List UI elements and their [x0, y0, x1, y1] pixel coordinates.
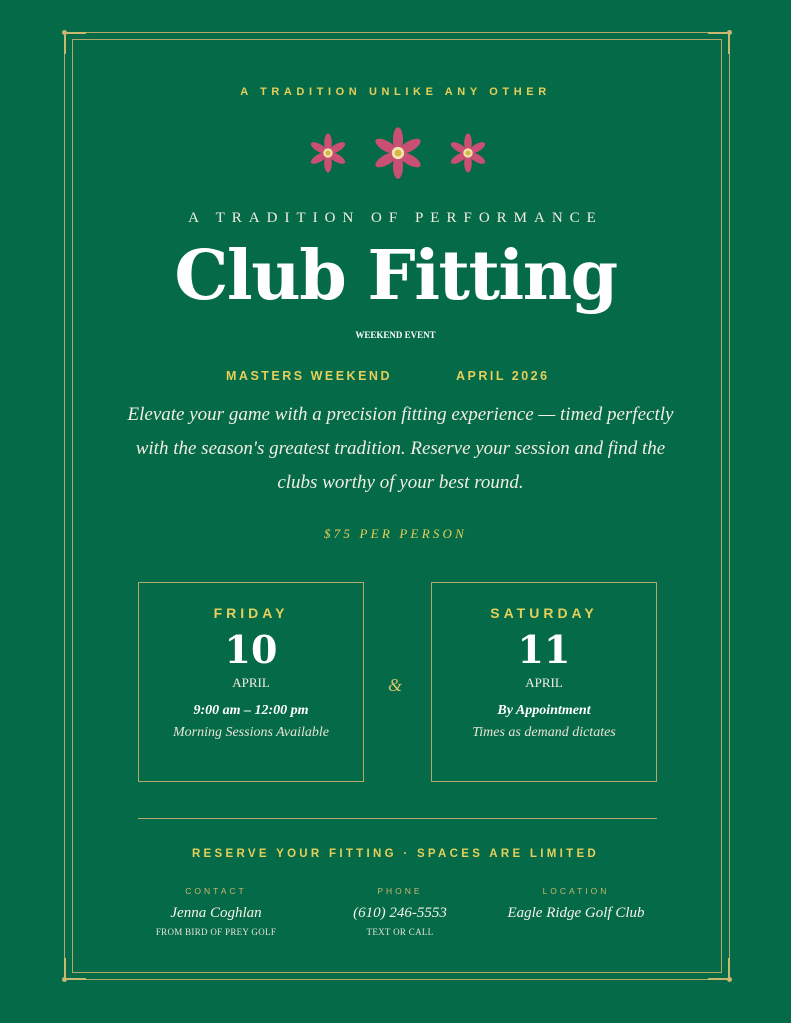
subtitle-text: A TRADITION OF PERFORMANCE — [188, 210, 603, 226]
reserve-callout: RESERVE YOUR FITTING · SPACES ARE LIMITED — [191, 848, 600, 860]
day-number: 10 — [224, 627, 278, 672]
day-time: By Appointment — [497, 703, 591, 718]
event-date: APRIL 2026 — [456, 369, 550, 383]
page-title: Club Fitting — [174, 236, 617, 316]
day-card-saturday — [431, 582, 657, 782]
section-divider — [138, 818, 657, 819]
flower-icon — [309, 133, 347, 172]
location-name: Eagle Ridge Golf Club — [507, 905, 645, 921]
location-label: LOCATION — [542, 886, 610, 896]
day-time: 9:00 am – 12:00 pm — [193, 703, 309, 718]
contact-name: Jenna Coghlan — [170, 905, 262, 921]
contact-affiliation: FROM BIRD OF PREY GOLF — [155, 927, 277, 937]
day-month: APRIL — [525, 675, 563, 690]
event-description: Elevate your game with a precision fitting experience — timed perfectly with the season's greatest tradition. Reserve your session and find the clubs worthy of your best round. — [127, 404, 674, 493]
day-month: APRIL — [232, 675, 270, 690]
day-note: Morning Sessions Available — [172, 725, 330, 740]
phone-label: PHONE — [377, 886, 423, 896]
day-note: Times as demand dictates — [472, 725, 616, 740]
ampersand: & — [387, 675, 402, 695]
corner-ornament-bottom-left — [64, 958, 86, 980]
event-name: MASTERS WEEKEND — [226, 369, 392, 383]
flower-icon — [373, 127, 423, 179]
flower-decoration — [300, 118, 500, 188]
day-card-friday — [138, 582, 364, 782]
corner-ornament-top-right — [708, 32, 730, 54]
phone-note: TEXT OR CALL — [366, 927, 434, 937]
eyebrow-text: A TRADITION UNLIKE ANY OTHER — [240, 86, 551, 98]
contact-label: CONTACT — [185, 886, 247, 896]
corner-ornament-top-left — [64, 32, 86, 54]
phone-number[interactable]: (610) 246-5553 — [353, 905, 447, 921]
event-badge: WEEKEND EVENT — [355, 330, 436, 340]
phone-column — [300, 886, 500, 937]
price-text: $75 PER PERSON — [323, 526, 467, 541]
corner-ornament-bottom-right — [708, 958, 730, 980]
contact-column — [116, 886, 316, 937]
day-name: FRIDAY — [213, 605, 289, 621]
location-column — [476, 886, 676, 922]
day-number: 11 — [517, 627, 571, 672]
day-name: SATURDAY — [490, 605, 598, 621]
flower-icon — [449, 133, 487, 172]
